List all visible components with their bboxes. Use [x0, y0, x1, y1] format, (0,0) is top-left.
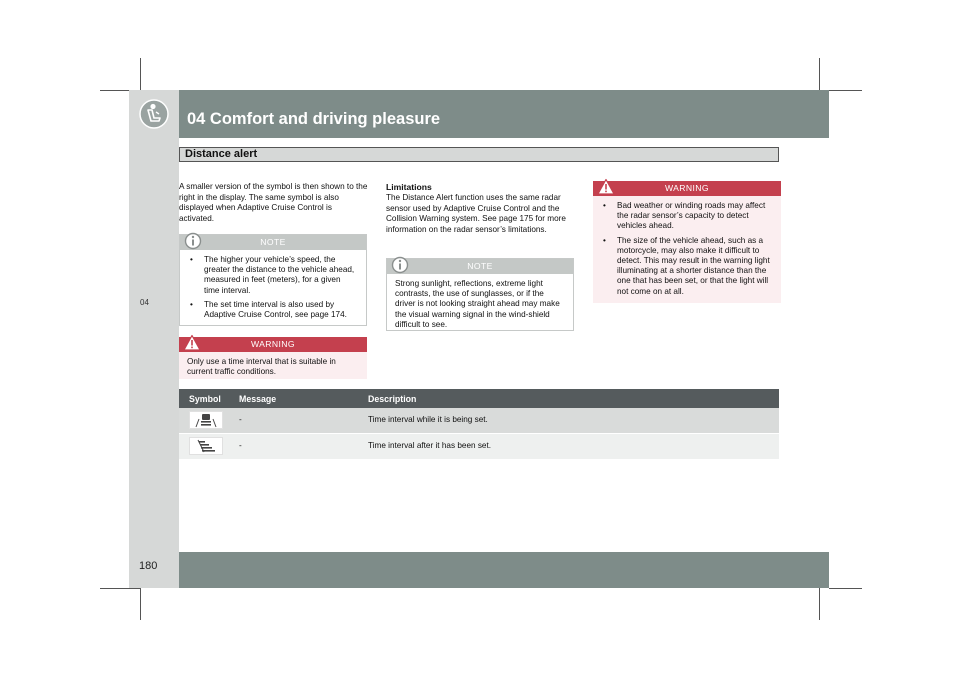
list-item: • The size of the vehicle ahead, such as a motorcycle, may also make it difficult to detect. This may result in the warning light illuminating at a shorter distance than the one that has been set, or that the light will not come on at all.	[601, 236, 773, 297]
intro-paragraph: A smaller version of the symbol is then shown to the right in the display. The same symbol is also displayed when Adaptive Cruise Control is activated.	[179, 182, 368, 223]
warning-header	[179, 337, 367, 352]
warning-label: WARNING	[250, 339, 295, 349]
section-title: Distance alert	[185, 148, 258, 160]
page-number: 180	[139, 560, 158, 572]
chapter-tab-label: 04	[140, 298, 149, 307]
note-body	[180, 250, 366, 329]
list-item: • The higher your vehicle’s speed, the greater the distance to the vehicle ahead, measured in feet (meters), for a given time interval.	[188, 255, 358, 296]
warning-box	[179, 337, 367, 379]
message-cell: -	[239, 441, 242, 450]
description-cell: Time interval after it has been set.	[368, 441, 492, 450]
column-header-symbol: Symbol	[189, 394, 221, 404]
table-row	[179, 408, 779, 434]
limitations-heading: Limitations	[386, 182, 432, 192]
chapter-side-strip	[129, 90, 179, 588]
crop-mark	[100, 588, 140, 589]
symbol-table	[179, 389, 779, 460]
crop-mark	[819, 588, 820, 620]
message-cell: -	[239, 415, 242, 424]
warning-label: WARNING	[664, 183, 709, 193]
warning-body: Only use a time interval that is suitable in current traffic conditions.	[187, 357, 336, 377]
warning-box	[593, 181, 781, 303]
list-item: • Bad weather or winding roads may affect the radar sensor’s capacity to detect vehicles ahead.	[601, 201, 773, 232]
list-item: • The set time interval is also used by Adaptive Cruise Control, see page 174.	[188, 300, 358, 320]
note-header	[180, 235, 366, 250]
crop-mark	[140, 588, 141, 620]
warning-header	[593, 181, 781, 196]
chapter-icon-box	[129, 90, 179, 138]
footer-band	[179, 552, 829, 588]
seat-occupant-icon	[129, 90, 179, 138]
column-header-description: Description	[368, 394, 417, 404]
note-label: NOTE	[260, 237, 286, 247]
warning-body	[593, 196, 781, 306]
table-row	[179, 434, 779, 460]
note-box	[179, 234, 367, 326]
crop-mark	[829, 90, 862, 91]
note-box	[386, 258, 574, 331]
column-header-message: Message	[239, 394, 277, 404]
note-body: Strong sunlight, reflections, extreme light contrasts, the use of sunglasses, or if the driver is not looking straight ahead may make the visual warning signal in the wind-shield difficult to see.	[395, 279, 560, 329]
time-interval-set-icon	[189, 437, 223, 455]
note-header	[387, 259, 573, 274]
note-label: NOTE	[467, 261, 493, 271]
chapter-title: 04 Comfort and driving pleasure	[187, 110, 441, 128]
time-interval-setting-icon	[189, 411, 223, 429]
crop-mark	[829, 588, 862, 589]
section-title-bar	[179, 147, 779, 162]
limitations-paragraph: The Distance Alert function uses the same radar sensor used by Adaptive Cruise Control and the Collision Warning system. See page 175 for more information on the radar sensor’s limitations.	[386, 193, 566, 234]
crop-mark	[819, 58, 820, 90]
description-cell: Time interval while it is being set.	[368, 415, 488, 424]
crop-mark	[140, 58, 141, 90]
table-header	[179, 389, 779, 408]
